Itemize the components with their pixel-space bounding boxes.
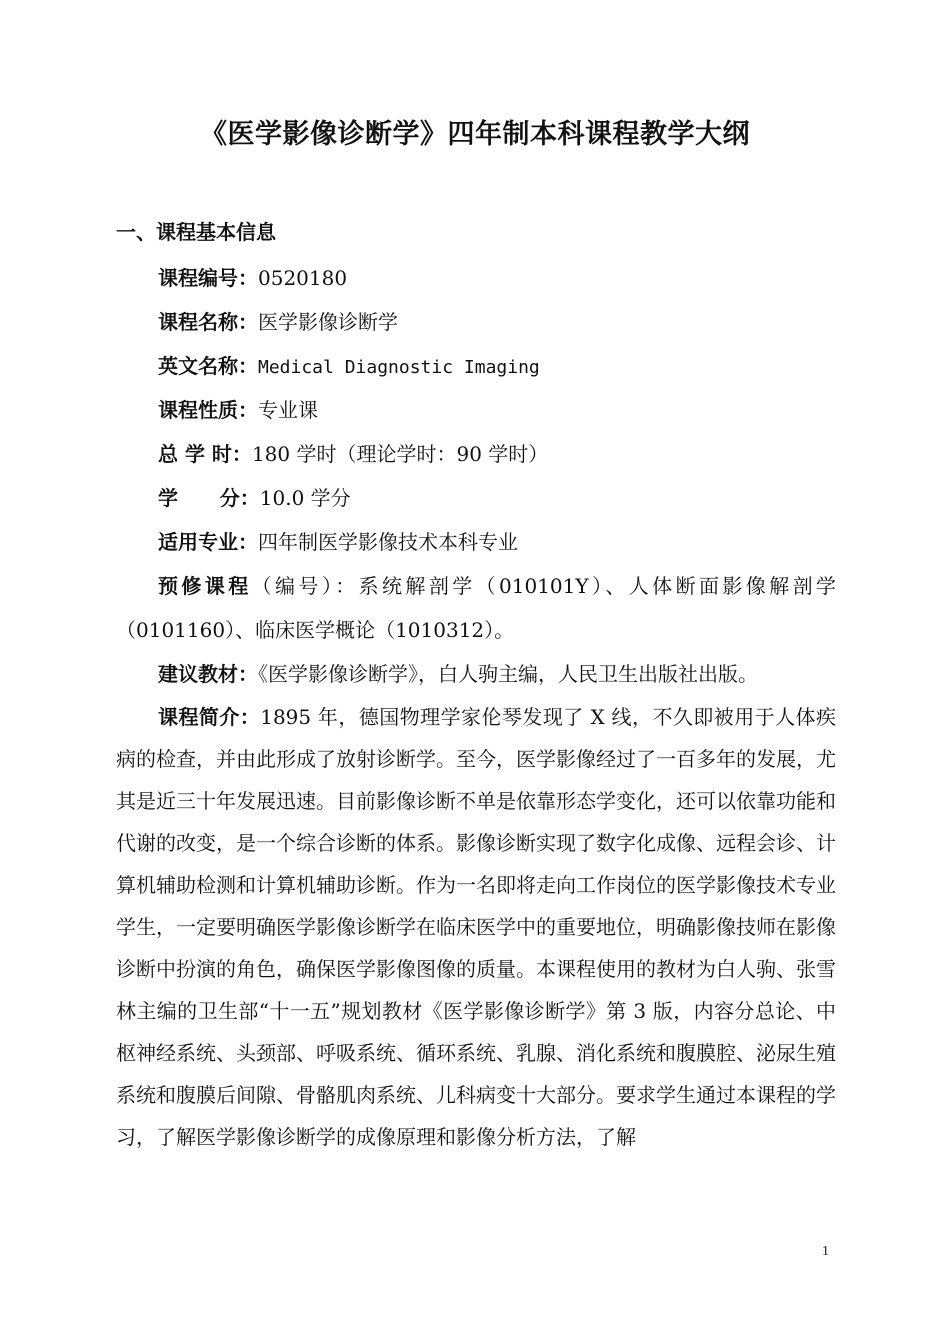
field-label: 课程名称： bbox=[158, 310, 258, 334]
field-label: 总 学 时： bbox=[158, 442, 252, 466]
field-course-name bbox=[116, 300, 836, 344]
page-number: 1 bbox=[822, 1244, 829, 1259]
field-value: Medical Diagnostic Imaging bbox=[258, 357, 540, 378]
field-label: 课程编号： bbox=[158, 266, 258, 290]
field-label: 课程性质： bbox=[158, 398, 258, 422]
field-value: 0520180 bbox=[258, 266, 348, 290]
field-textbook bbox=[116, 652, 836, 696]
field-course-code bbox=[116, 256, 836, 300]
section-heading: 一、课程基本信息 bbox=[116, 220, 276, 244]
field-label: 课程简介： bbox=[158, 705, 261, 729]
field-major bbox=[116, 520, 836, 564]
field-label: 英文名称： bbox=[158, 354, 258, 378]
field-value: 《医学影像诊断学》，白人驹主编，人民卫生出版社出版。 bbox=[258, 662, 758, 686]
field-label: 适用专业： bbox=[158, 530, 258, 554]
field-label: 预修课程 bbox=[158, 574, 252, 598]
field-value: 180 学时（理论学时：90 学时） bbox=[251, 442, 549, 466]
field-value: 10.0 学分 bbox=[259, 486, 351, 510]
field-value: 1895 年，德国物理学家伦琴发现了 X 线，不久即被用于人体疾病的检查，并由此形成了放射诊断学。至今，医学影像经过了一百多年的发展，尤其是近三十年发展迅速。目前影像诊断不单是依靠形态学变化，还可以依靠功能和代谢的改变，是一个综合诊断的体系。影像诊断实现了数字化成像、远程会诊、计算机辅助检测和计算机辅助诊断。作为一名即将走向工作岗位的医学影像技术专业学生，一定要明确医学影像诊断学在临床医学中的重要地位，明确影像技师在影像诊断中扮演的角色，确保医学影像图像的质量。本课程使用的教材为白人驹、张雪林主编的卫生部“十一五”规划教材《医学影像诊断学》第 3 版，内容分总论、中枢神经系统、头颈部、呼吸系统、循环系统、乳腺、消化系统和腹膜腔、泌尿生殖系统和腹膜后间隙、骨骼肌肉系统、儿科病变十大部分。要求学生通过本课程的学习，了解医学影像诊断学的成像原理和影像分析方法，了解 bbox=[116, 705, 837, 1149]
field-value: 专业课 bbox=[258, 398, 318, 422]
field-course-intro bbox=[116, 696, 836, 1158]
field-label: 建议教材： bbox=[158, 662, 258, 686]
field-value: （编号）：系统解剖学（010101Y）、人体断面影像解剖学（0101160）、临床医学概论（1010312）。 bbox=[116, 574, 836, 642]
field-credits bbox=[116, 476, 836, 520]
field-value: 医学影像诊断学 bbox=[258, 310, 398, 334]
document-title: 《医学影像诊断学》四年制本科课程教学大纲 bbox=[200, 119, 750, 150]
field-course-type bbox=[116, 388, 836, 432]
field-english-name bbox=[116, 344, 836, 388]
field-label: 学 分： bbox=[158, 486, 260, 510]
field-value: 四年制医学影像技术本科专业 bbox=[258, 530, 518, 554]
document-body bbox=[116, 256, 836, 1158]
field-total-hours bbox=[116, 432, 836, 476]
field-prerequisites bbox=[116, 564, 836, 652]
